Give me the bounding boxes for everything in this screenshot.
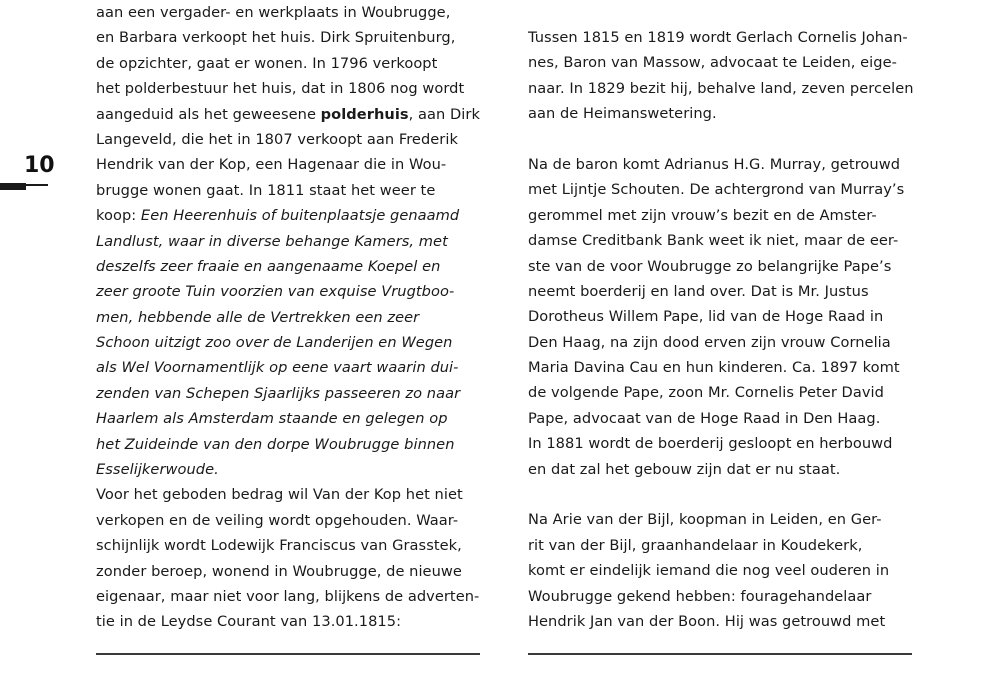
bold-term: polderhuis <box>320 105 409 123</box>
text-line: Na de baron komt Adrianus H.G. Murray, getrouwd <box>528 155 901 173</box>
text-line: eigenaar, maar niet voor lang, blijkens de adverten- <box>96 587 480 605</box>
text-line: Hendrik van der Kop, een Hagenaar die in Wou- <box>96 156 447 174</box>
text-line: aan de Heimanswetering. <box>528 105 717 123</box>
quote-line: Haarlem als Amsterdam staande en gelegen op <box>96 410 448 428</box>
page-number: 10 <box>24 153 55 178</box>
text-line: Langeveld, die het in 1807 verkoopt aan Frederik <box>96 130 458 148</box>
text-line: zonder beroep, wonend in Woubrugge, de nieuwe <box>96 562 462 580</box>
text-run: aangeduid als het geweesene <box>96 105 321 123</box>
text-line: aan een vergader- en werkplaats in Woubrugge, <box>96 4 451 21</box>
quote-line: als Wel Voornamentlijk op eene vaart waarin dui- <box>96 359 459 377</box>
quote-line: Landlust, waar in diverse behange Kamers, met <box>96 232 448 250</box>
text-line: neemt boerderij en land over. Dat is Mr. Justus <box>528 282 869 300</box>
text-run: , aan Dirk <box>408 105 480 123</box>
quote-line: deszelfs zeer fraaie en aangenaame Koepel en <box>96 257 441 275</box>
text-line: schijnlijk wordt Lodewijk Franciscus van Grasstek, <box>96 537 462 555</box>
text-line: In 1881 wordt de boerderij gesloopt en herbouwd <box>528 435 893 453</box>
paragraph-gap <box>528 127 928 152</box>
page-number-marker <box>0 183 26 190</box>
text-line: en Barbara verkoopt het huis. Dirk Spruitenburg, <box>96 29 456 47</box>
text-line: en dat zal het gebouw zijn dat er nu staat. <box>528 460 841 478</box>
text-line: gerommel met zijn vrouw’s bezit en de Amster- <box>528 206 877 224</box>
quote-line: Schoon uitzigt zoo over de Landerijen en Wegen <box>96 334 453 352</box>
text-line-mixed <box>96 203 496 228</box>
text-line: Na Arie van der Bijl, koopman in Leiden, en Ger- <box>528 511 882 529</box>
text-line: de opzichter, gaat er wonen. In 1796 verkoopt <box>96 54 438 72</box>
paragraph <box>528 25 928 127</box>
text-line: nes, Baron van Massow, advocaat te Leiden, eige- <box>528 54 897 72</box>
quote-run: Een Heerenhuis of buitenplaatsje genaamd <box>140 207 460 225</box>
right-column-footer-rule <box>528 653 912 655</box>
text-line: Den Haag, na zijn dood erven zijn vrouw Cornelia <box>528 333 891 351</box>
page-number-rule <box>26 184 48 186</box>
text-run: koop: <box>96 207 141 225</box>
text-line: Hendrik Jan van der Boon. Hij was getrouwd met <box>528 612 886 630</box>
text-line: ste van de voor Woubrugge zo belangrijke Pape’s <box>528 257 892 275</box>
text-line: rit van der Bijl, graanhandelaar in Koudekerk, <box>528 536 863 554</box>
quote-line: zenden van Schepen Sjaarlijks passeeren zo naar <box>96 384 461 402</box>
left-column <box>96 0 496 635</box>
text-line: de volgende Pape, zoon Mr. Cornelis Peter David <box>528 384 884 402</box>
text-line: Maria Davina Cau en hun kinderen. Ca. 1897 komt <box>528 359 900 377</box>
text-line: Pape, advocaat van de Hoge Raad in Den Haag. <box>528 409 881 427</box>
text-line: Dorotheus Willem Pape, lid van de Hoge Raad in <box>528 308 884 326</box>
quote-line: zeer groote Tuin voorzien van exquise Vrugtboo- <box>96 283 455 301</box>
paragraph-gap <box>528 482 928 507</box>
text-line: het polderbestuur het huis, dat in 1806 nog wordt <box>96 80 465 98</box>
quote-line: men, hebbende alle de Vertrekken een zeer <box>96 308 420 326</box>
text-line: Woubrugge gekend hebben: fouragehandelaar <box>528 587 872 605</box>
text-line: komt er eindelijk iemand die nog veel ouderen in <box>528 562 890 580</box>
text-line: Tussen 1815 en 1819 wordt Gerlach Cornelis Johan- <box>528 29 908 46</box>
paragraph <box>528 507 928 634</box>
right-column <box>528 25 928 634</box>
left-column-footer-rule <box>96 653 480 655</box>
paragraph <box>528 152 928 482</box>
text-line: verkopen en de veiling wordt opgehouden. Waar- <box>96 511 459 529</box>
text-line: Voor het geboden bedrag wil Van der Kop het niet <box>96 486 463 504</box>
text-line-with-bold <box>96 102 496 127</box>
text-line: met Lijntje Schouten. De achtergrond van Murray’s <box>528 181 905 199</box>
text-line: brugge wonen gaat. In 1811 staat het weer te <box>96 181 436 199</box>
quote-line: het Zuideinde van den dorpe Woubrugge binnen <box>96 435 455 453</box>
text-line: tie in de Leydse Courant van 13.01.1815: <box>96 613 402 631</box>
quote-line: Esselijkerwoude. <box>96 461 219 479</box>
text-line: damse Creditbank Bank weet ik niet, maar de eer- <box>528 232 899 250</box>
text-line: naar. In 1829 bezit hij, behalve land, zeven percelen <box>528 79 914 97</box>
